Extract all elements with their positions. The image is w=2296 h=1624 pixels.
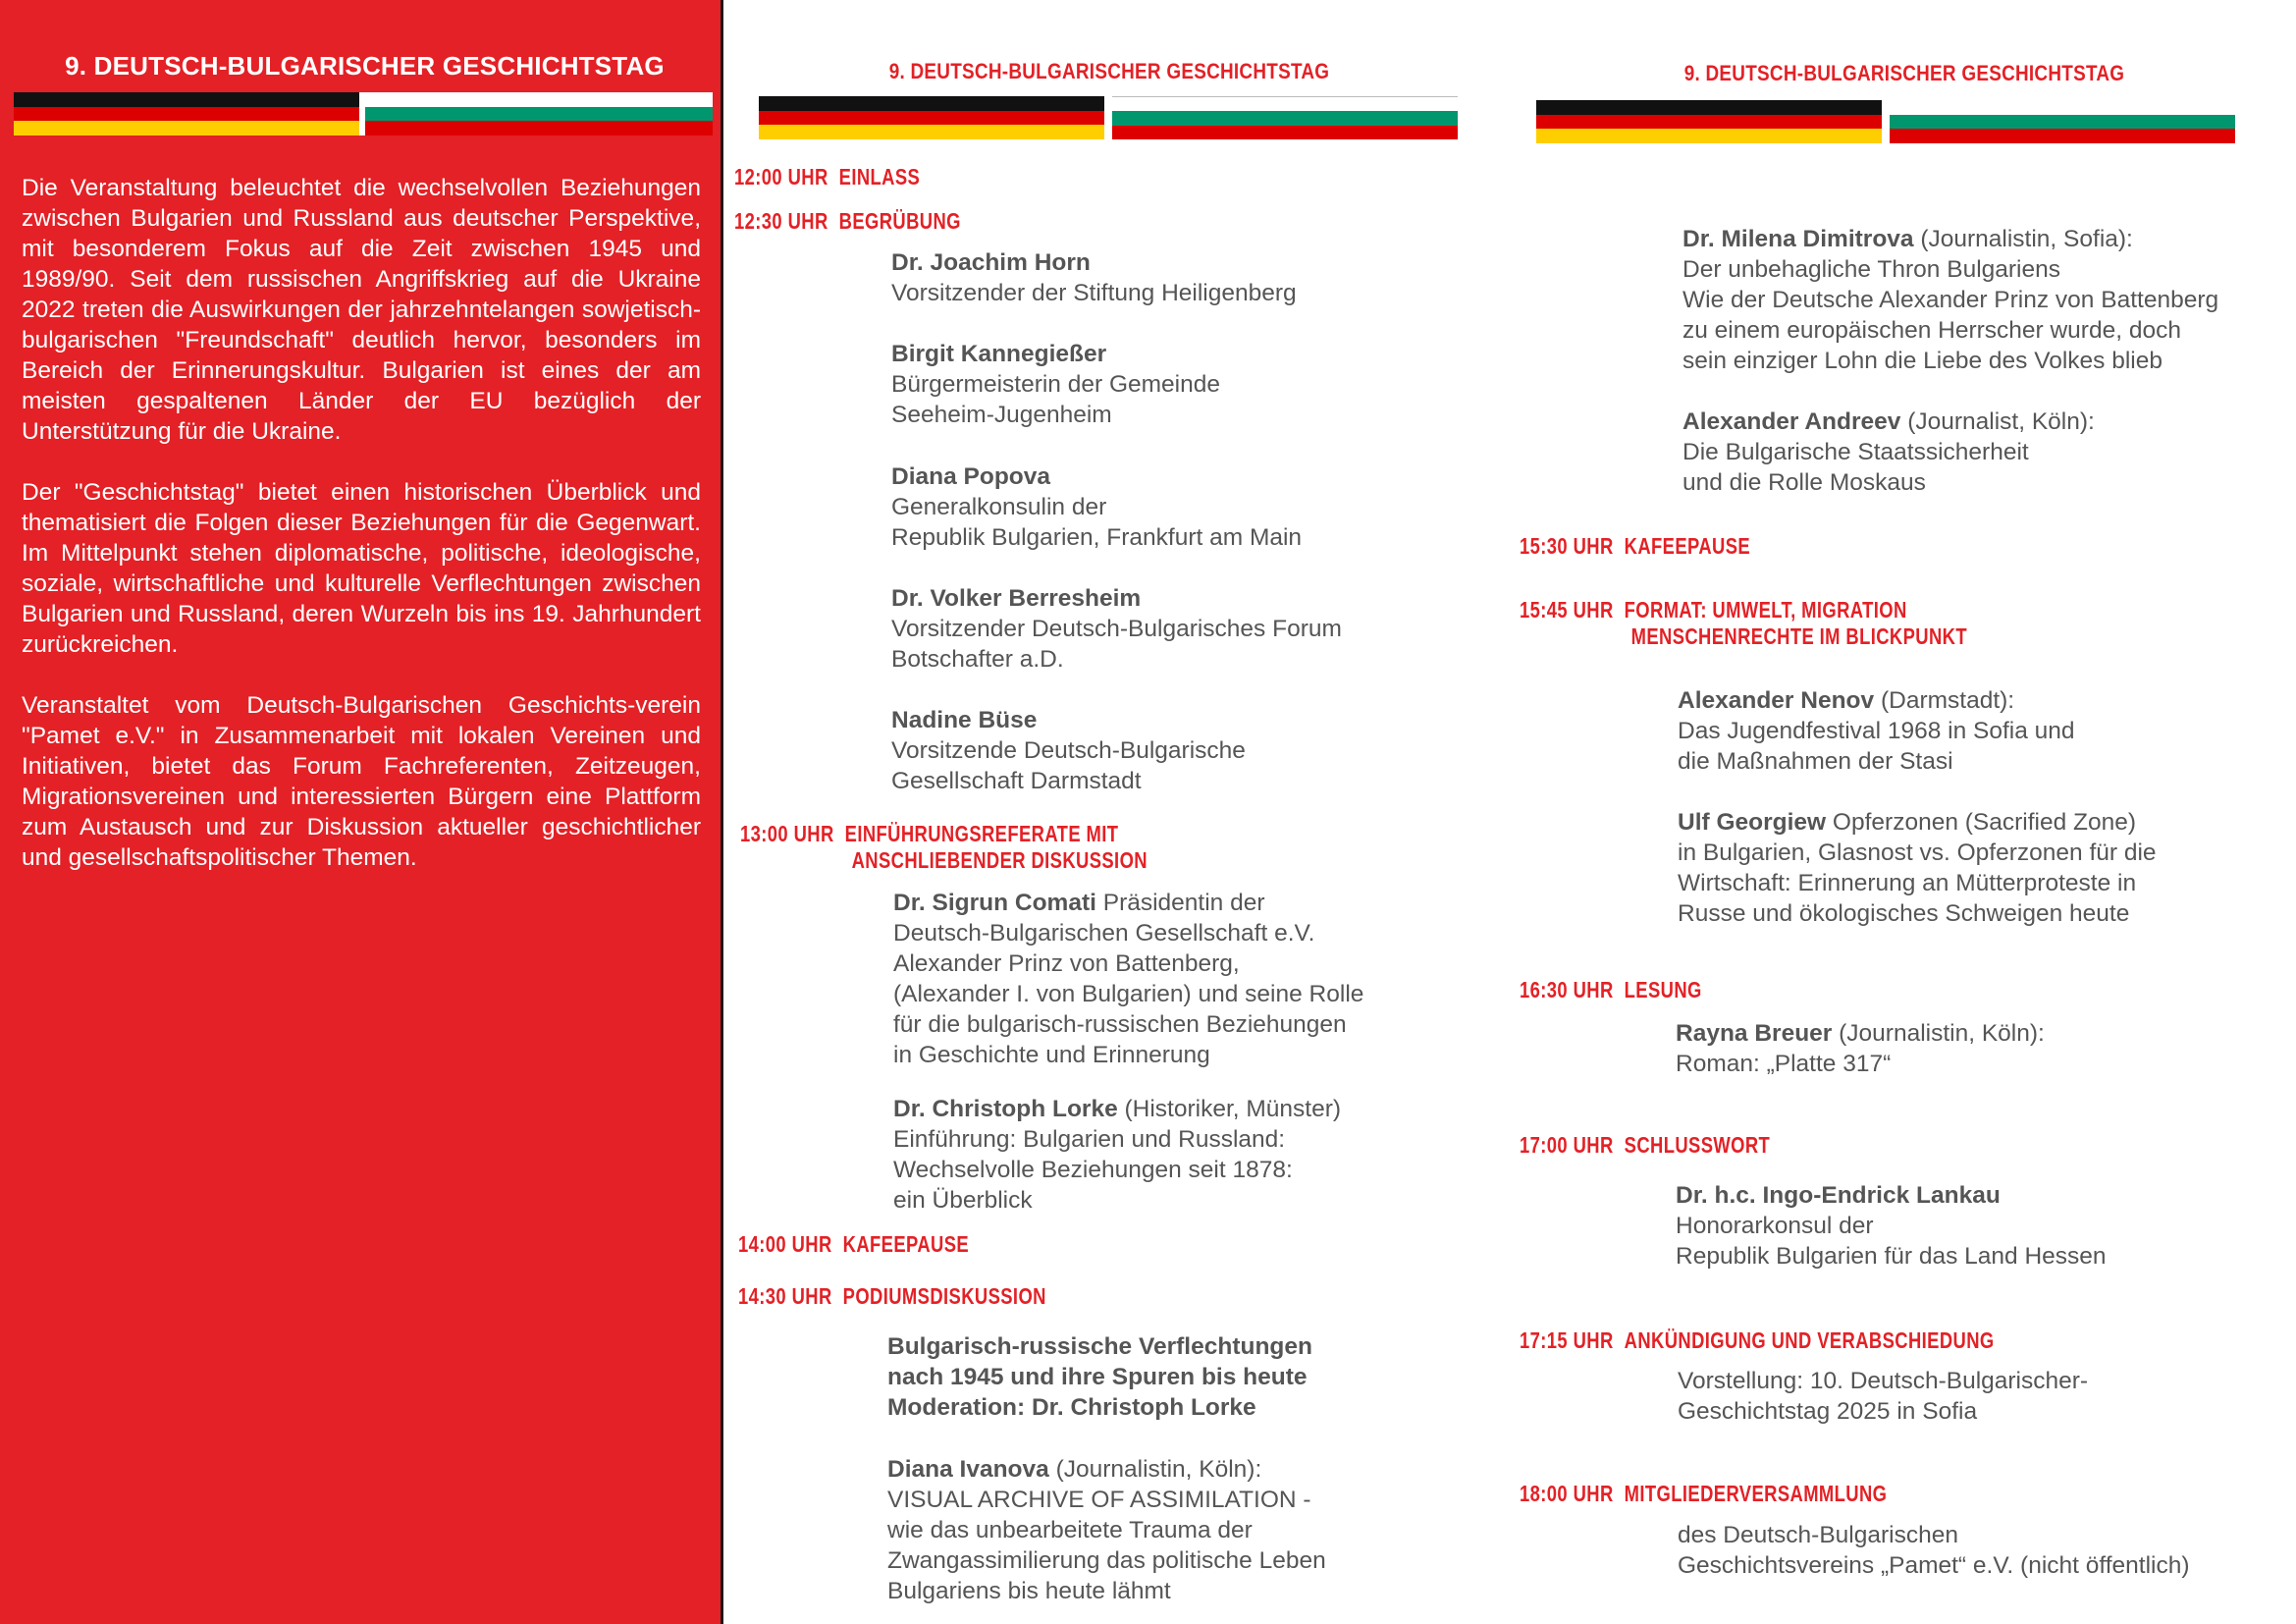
- event-detail-line: Geschichtsvereins „Pamet“ e.V. (nicht öffentlich): [1678, 1552, 2190, 1579]
- speaker-name: Ulf Georgiew: [1678, 809, 1827, 836]
- speaker-detail: für die bulgarisch-russischen Beziehungen: [893, 1011, 1347, 1038]
- speaker-detail: zu einem europäischen Herrscher wurde, doch: [1682, 317, 2181, 344]
- schedule-label: BEGRÜBUNG: [838, 208, 961, 234]
- schedule-heading: [1520, 533, 1750, 560]
- schedule-label: EINLASS: [838, 164, 921, 189]
- speaker-detail: in Bulgarien, Glasnost vs. Opferzonen für die: [1678, 839, 2157, 866]
- speaker-detail: Republik Bulgarien, Frankfurt am Main: [891, 524, 1303, 551]
- speaker-entry: [893, 1094, 1341, 1216]
- schedule-time: 18:00 UHR: [1520, 1481, 1614, 1506]
- speaker-detail: Republik Bulgarien für das Land Hessen: [1676, 1243, 2107, 1270]
- schedule-label: EINFÜHRUNGSREFERATE MIT: [844, 821, 1119, 846]
- speaker-detail: VISUAL ARCHIVE OF ASSIMILATION -: [887, 1487, 1311, 1513]
- speaker-role: (Journalist, Köln):: [1900, 408, 2095, 435]
- speaker-entry: [1676, 1180, 2107, 1272]
- speaker-name: Dr. h.c. Ingo-Endrick Lankau: [1676, 1182, 2001, 1209]
- speaker-detail: Wechselvolle Beziehungen seit 1878:: [893, 1157, 1293, 1183]
- speaker-role: (Journalistin, Köln):: [1832, 1020, 2045, 1047]
- speaker-detail: Vorsitzende Deutsch-Bulgarische: [891, 737, 1246, 764]
- schedule-time: 15:30 UHR: [1520, 533, 1614, 559]
- speaker-detail: Bürgermeisterin der Gemeinde: [891, 371, 1220, 398]
- speaker-detail: Vorsitzender der Stiftung Heiligenberg: [891, 280, 1297, 306]
- speaker-detail: Zwangassimilierung das politische Leben: [887, 1547, 1326, 1574]
- speaker-detail: Generalkonsulin der: [891, 494, 1107, 520]
- speaker-entry: [891, 247, 1297, 308]
- speaker-detail: (Alexander I. von Bulgarien) und seine Rolle: [893, 981, 1364, 1007]
- speaker-detail: Botschafter a.D.: [891, 646, 1064, 673]
- speaker-detail: ein Überblick: [893, 1187, 1033, 1214]
- speaker-detail: die Maßnahmen der Stasi: [1678, 748, 1953, 775]
- speaker-entry: [1676, 1018, 2045, 1079]
- bulgarian-flag: [365, 92, 713, 135]
- schedule-label: KAFEEPAUSE: [1624, 533, 1751, 559]
- speaker-name: Diana Ivanova: [887, 1456, 1049, 1483]
- intro-paragraph: Veranstaltet vom Deutsch-Bulgarischen Geschichts-verein "Pamet e.V." in Zusammenarbeit mit lokalen Vereinen und Initiativen, bietet das Forum Fachreferenten, Zeitzeugen, Migrationsvereinen und interessierten Bürgern eine Plattform zum Austausch und zur Diskussion aktueller geschichtlicher und gesellschaftspolitischer Themen.: [22, 692, 701, 871]
- middle-title: 9. DEUTSCH-BULGARISCHER GESCHICHTSTAG: [888, 59, 1330, 83]
- speaker-entry: [893, 888, 1363, 1070]
- schedule-heading: [1520, 597, 1967, 650]
- speaker-detail: sein einziger Lohn die Liebe des Volkes blieb: [1682, 348, 2163, 374]
- schedule-time: 14:30 UHR: [738, 1283, 832, 1309]
- schedule-time: 17:15 UHR: [1520, 1327, 1614, 1353]
- event-detail-line: des Deutsch-Bulgarischen: [1678, 1522, 1958, 1548]
- flag-de-bg: [1536, 100, 2235, 143]
- schedule-time: 14:00 UHR: [738, 1231, 832, 1257]
- speaker-entry: [891, 705, 1246, 796]
- speaker-entry: [1678, 685, 2075, 777]
- schedule-label: MITGLIEDERVERSAMMLUNG: [1624, 1481, 1888, 1506]
- german-flag: [759, 96, 1104, 139]
- schedule-heading: [1520, 1327, 1995, 1354]
- schedule-label: MENSCHENRECHTE IM BLICKPUNKT: [1630, 623, 1967, 649]
- speaker-detail: Wirtschaft: Erinnerung an Mütterproteste in: [1678, 870, 2137, 896]
- event-detail: [1678, 1366, 2088, 1427]
- schedule-heading: [740, 821, 1148, 874]
- flag-de-bg: [759, 96, 1458, 139]
- bulgarian-flag: [1890, 100, 2235, 143]
- speaker-name: Rayna Breuer: [1676, 1020, 1833, 1047]
- schedule-time: 16:30 UHR: [1520, 977, 1614, 1002]
- speaker-detail: Einführung: Bulgarien und Russland:: [893, 1126, 1286, 1153]
- flag-de-bg: [14, 92, 713, 135]
- schedule-heading: [1520, 977, 1702, 1003]
- bulgarian-flag: [1112, 96, 1458, 139]
- intro-panel: [0, 0, 723, 1624]
- schedule-heading: [734, 164, 920, 190]
- speaker-detail: Alexander Prinz von Battenberg,: [893, 950, 1240, 977]
- speaker-detail: Russe und ökologisches Schweigen heute: [1678, 900, 2130, 927]
- event-detail: [1678, 1520, 2190, 1581]
- german-flag: [14, 92, 359, 135]
- speaker-role: Opferzonen (Sacrified Zone): [1826, 809, 2137, 836]
- intro-text: [22, 173, 701, 903]
- schedule-heading: [734, 208, 961, 235]
- right-title: 9. DEUTSCH-BULGARISCHER GESCHICHTSTAG: [1683, 61, 2125, 85]
- event-detail-line: Geschichtstag 2025 in Sofia: [1678, 1398, 1978, 1425]
- schedule-time: 13:00 UHR: [740, 821, 834, 846]
- speaker-entry: [1678, 807, 2157, 929]
- schedule-time: 15:45 UHR: [1520, 597, 1614, 623]
- speaker-entry: [891, 583, 1342, 675]
- schedule-label: KAFEEPAUSE: [842, 1231, 970, 1257]
- speaker-name: Birgit Kannegießer: [891, 341, 1107, 367]
- speaker-detail: Vorsitzender Deutsch-Bulgarisches Forum: [891, 616, 1342, 642]
- schedule-label: LESUNG: [1624, 977, 1702, 1002]
- panel-topic: [887, 1331, 1312, 1423]
- panel-topic-line: nach 1945 und ihre Spuren bis heute: [887, 1364, 1308, 1390]
- speaker-name: Dr. Milena Dimitrova: [1682, 226, 1914, 252]
- speaker-detail: Deutsch-Bulgarischen Gesellschaft e.V.: [893, 920, 1315, 947]
- schedule-heading: [1520, 1132, 1770, 1159]
- speaker-entry: [891, 461, 1302, 553]
- schedule-heading: [738, 1283, 1046, 1310]
- speaker-detail: Die Bulgarische Staatssicherheit: [1682, 439, 2029, 465]
- speaker-name: Dr. Sigrun Comati: [893, 890, 1096, 916]
- speaker-role: (Historiker, Münster): [1117, 1096, 1342, 1122]
- speaker-entry: [1682, 406, 2095, 498]
- speaker-detail: Honorarkonsul der: [1676, 1213, 1874, 1239]
- intro-title: 9. DEUTSCH-BULGARISCHER GESCHICHTSTAG: [65, 51, 665, 81]
- schedule-heading: [1520, 1481, 1887, 1507]
- speaker-name: Diana Popova: [891, 463, 1051, 490]
- speaker-entry: [887, 1454, 1326, 1606]
- panel-topic-line: Bulgarisch-russische Verflechtungen: [887, 1333, 1312, 1360]
- speaker-name: Nadine Büse: [891, 707, 1038, 733]
- speaker-name: Alexander Nenov: [1678, 687, 1875, 714]
- schedule-label: SCHLUSSWORT: [1624, 1132, 1771, 1158]
- speaker-name: Dr. Joachim Horn: [891, 249, 1091, 276]
- speaker-detail: wie das unbearbeitete Trauma der: [887, 1517, 1253, 1543]
- speaker-name: Alexander Andreev: [1682, 408, 1901, 435]
- speaker-detail: Gesellschaft Darmstadt: [891, 768, 1142, 794]
- speaker-name: Dr. Christoph Lorke: [893, 1096, 1118, 1122]
- event-detail-line: Vorstellung: 10. Deutsch-Bulgarischer-: [1678, 1368, 2089, 1394]
- schedule-time: 12:00 UHR: [734, 164, 828, 189]
- speaker-detail: Seeheim-Jugenheim: [891, 402, 1112, 428]
- speaker-role: (Darmstadt):: [1874, 687, 2015, 714]
- schedule-label: ANSCHLIEBENDER DISKUSSION: [851, 847, 1148, 873]
- speaker-detail: Das Jugendfestival 1968 in Sofia und: [1678, 718, 2075, 744]
- speaker-detail: Der unbehagliche Thron Bulgariens: [1682, 256, 2060, 283]
- speaker-detail: und die Rolle Moskaus: [1682, 469, 1926, 496]
- speaker-role: Präsidentin der: [1095, 890, 1265, 916]
- speaker-detail: in Geschichte und Erinnerung: [893, 1042, 1210, 1068]
- panel-topic-line: Moderation: Dr. Christoph Lorke: [887, 1394, 1256, 1421]
- speaker-entry: [891, 339, 1220, 430]
- speaker-detail: Bulgariens bis heute lähmt: [887, 1578, 1171, 1604]
- schedule-label: PODIUMSDISKUSSION: [842, 1283, 1046, 1309]
- schedule-heading: [738, 1231, 969, 1258]
- schedule-time: 12:30 UHR: [734, 208, 828, 234]
- speaker-detail: Roman: „Platte 317“: [1676, 1051, 1892, 1077]
- schedule-label: FORMAT: UMWELT, MIGRATION: [1624, 597, 1907, 623]
- speaker-role: (Journalistin, Sofia):: [1913, 226, 2133, 252]
- schedule-time: 17:00 UHR: [1520, 1132, 1614, 1158]
- schedule-label: ANKÜNDIGUNG UND VERABSCHIEDUNG: [1624, 1327, 1995, 1353]
- speaker-entry: [1682, 224, 2218, 376]
- speaker-role: (Journalistin, Köln):: [1048, 1456, 1262, 1483]
- intro-paragraph: Die Veranstaltung beleuchtet die wechselvollen Beziehungen zwischen Bulgarien und Russland aus deutscher Perspektive, mit besonderem Fokus auf die Zeit zwischen 1945 und 1989/90. Seit dem russischen Angriffskrieg auf die Ukraine 2022 treten die Auswirkungen der jahrzehntelangen sowjetisch-bulgarischen "Freundschaft" deutlich hervor, besonders im Bereich der Erinnerungskultur. Bulgarien ist eines der am meisten gespaltenen Länder der EU bezüglich der Unterstützung für die Ukraine.: [22, 175, 701, 445]
- speaker-detail: Wie der Deutsche Alexander Prinz von Battenberg: [1682, 287, 2219, 313]
- german-flag: [1536, 100, 1882, 143]
- speaker-name: Dr. Volker Berresheim: [891, 585, 1142, 612]
- intro-paragraph: Der "Geschichtstag" bietet einen historischen Überblick und thematisiert die Folgen dieser Beziehungen für die Gegenwart. Im Mittelpunkt stehen diplomatische, politische, ideologische, soziale, wirtschaftliche und kulturelle Verflechtungen zwischen Bulgarien und Russland, deren Wurzeln bis ins 19. Jahrhundert zurückreichen.: [22, 479, 701, 658]
